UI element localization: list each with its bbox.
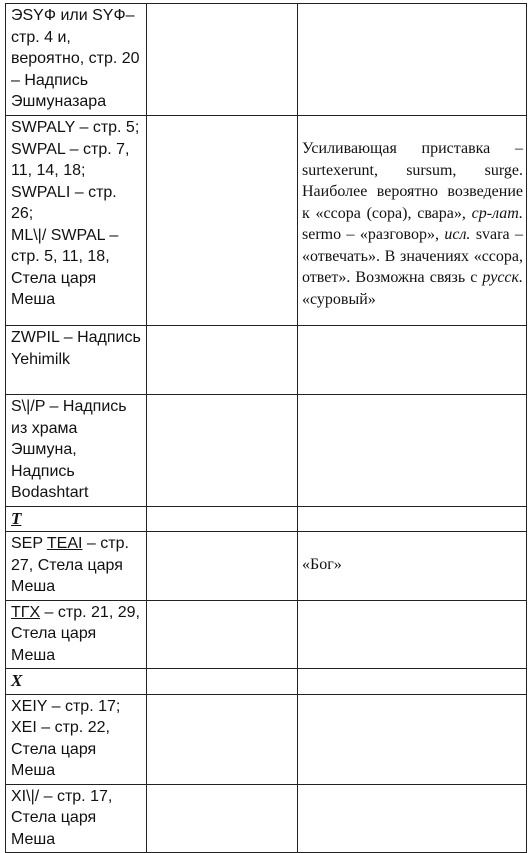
table-row xyxy=(6,532,527,601)
empty-cell xyxy=(147,784,298,853)
term-text: ЭSYФ или SYФ– стр. 4 и, вероятно, стр. 20 – Надпись Эшмуназара xyxy=(11,7,140,110)
section-letter-text: T xyxy=(11,508,22,528)
term-text: XI\|/ – стр. 17, Стела царя Меша xyxy=(11,787,113,848)
empty-cell xyxy=(298,506,527,532)
term-cell xyxy=(6,326,147,395)
empty-cell xyxy=(147,669,298,695)
term-text: – стр. 21, 29, Стела царя Меша xyxy=(11,603,140,664)
table-row xyxy=(6,600,527,669)
meaning-cell xyxy=(298,326,527,395)
table-row xyxy=(6,326,527,395)
section-letter xyxy=(6,506,147,532)
language-abbr: исл. xyxy=(444,226,471,243)
meaning-cell xyxy=(298,532,527,601)
meaning-cell xyxy=(298,4,527,116)
meaning-text: sermo – «разговор», xyxy=(302,226,445,243)
term-cell xyxy=(6,694,147,784)
meaning-cell xyxy=(298,694,527,784)
table-row xyxy=(6,116,527,326)
term-cell xyxy=(6,600,147,669)
section-row xyxy=(6,669,527,695)
section-letter xyxy=(6,669,147,695)
empty-cell xyxy=(298,669,527,695)
table-row xyxy=(6,4,527,116)
term-text: ZWPIL – Надпись Yehimilk xyxy=(11,329,141,368)
term-text: S\|/P – Надпись из храма Эшмуна, Надпись Bodashtart xyxy=(11,398,127,501)
term-cell xyxy=(6,116,147,326)
term-line: XEI – стр. 22, Стела царя Меша xyxy=(11,719,110,779)
term-cell xyxy=(6,532,147,601)
meaning-cell xyxy=(298,395,527,507)
section-row xyxy=(6,506,527,532)
term-text: – стр. 27, Стела царя Меша xyxy=(11,535,129,595)
empty-cell xyxy=(147,506,298,532)
meaning-text: svara – «отвечать». В значениях «ссора, ответ». Возможна связь с xyxy=(302,226,523,286)
term-cell xyxy=(6,784,147,853)
empty-cell xyxy=(147,4,298,116)
language-abbr: ср-лат. xyxy=(471,204,523,222)
empty-cell xyxy=(147,600,298,669)
term-text: SEP xyxy=(11,535,47,552)
term-cell xyxy=(6,4,147,116)
meaning-cell xyxy=(298,116,527,326)
empty-cell xyxy=(147,395,298,507)
meaning-text: «Бог» xyxy=(302,556,342,573)
term-cell xyxy=(6,395,147,507)
term-line: SWPALI – стр. 26; xyxy=(11,183,117,222)
term-line: SWPALY – стр. 5; xyxy=(11,119,140,136)
term-underlined: ТГХ xyxy=(11,603,41,621)
term-line: XEIY – стр. 17; xyxy=(11,697,121,715)
table-row xyxy=(6,694,527,784)
empty-cell xyxy=(147,694,298,784)
table-row xyxy=(6,395,527,507)
meaning-text: Усиливающая приставка – surtexerunt, sursum, surge. Наиболее вероятно возведение к «ссора (сора), свара», xyxy=(302,140,523,222)
language-abbr: русск. xyxy=(482,269,523,286)
glossary-table xyxy=(5,3,527,853)
empty-cell xyxy=(147,326,298,395)
empty-cell xyxy=(147,532,298,601)
meaning-text: «суровый» xyxy=(302,290,376,308)
meaning-cell xyxy=(298,600,527,669)
table-row xyxy=(6,784,527,853)
section-letter-text: X xyxy=(11,671,23,690)
term-line: ML\|/ SWPAL – стр. 5, 11, 18, Стела царя Меша xyxy=(11,226,119,308)
meaning-cell xyxy=(298,784,527,853)
term-line: SWPAL – стр. 7, 11, 14, 18; xyxy=(11,140,130,179)
term-underlined: TEAI xyxy=(46,535,83,552)
empty-cell xyxy=(147,116,298,326)
